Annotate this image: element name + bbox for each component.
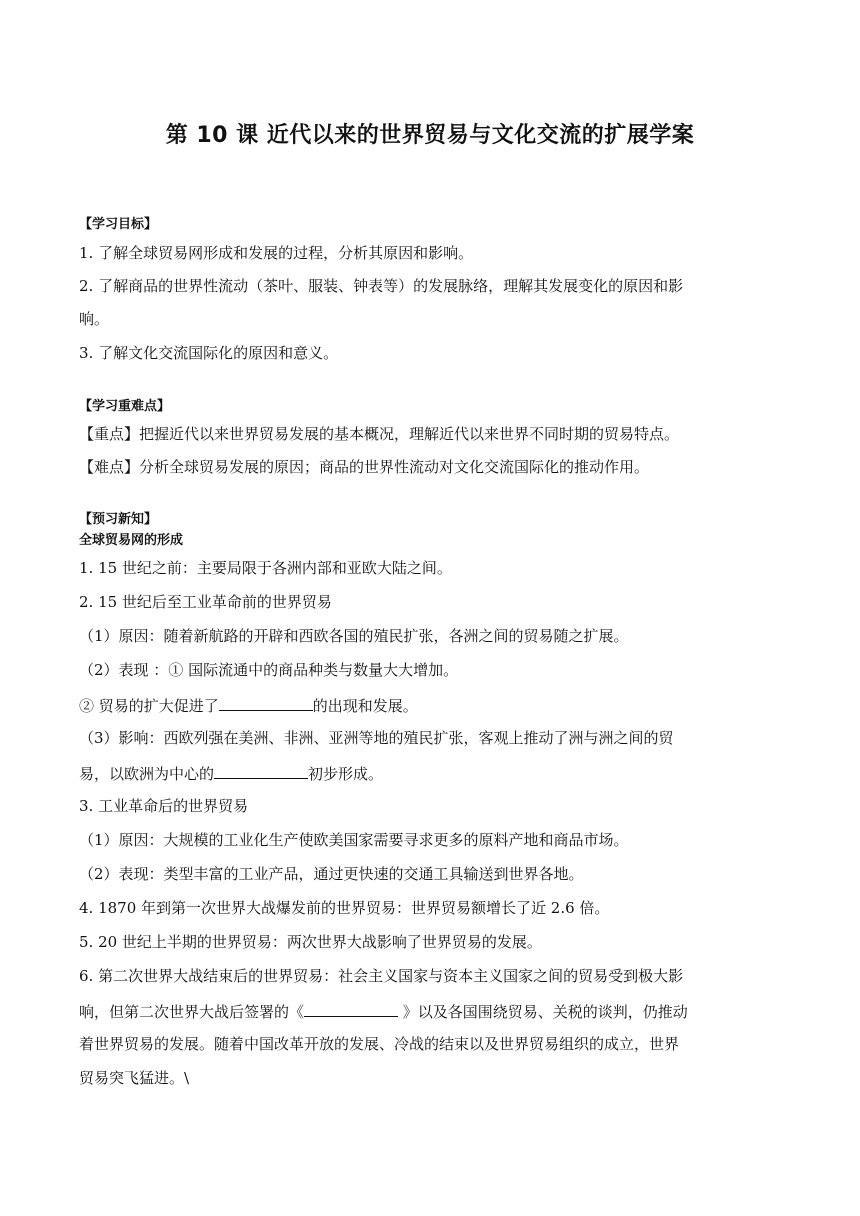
fill-in-blank[interactable]: [219, 694, 313, 711]
preview-subheading: 全球贸易网的形成: [79, 533, 184, 548]
key-point-item: 【难点】分析全球贸易发展的原因；商品的世界性流动对文化交流国际化的推动作用。: [79, 458, 650, 476]
preview-line: 6. 第二次世界大战结束后的世界贸易：社会主义国家与资本主义国家之间的贸易受到极大影: [79, 967, 684, 985]
key-point-item: 【重点】把握近代以来世界贸易发展的基本概况，理解近代以来世界不同时期的贸易特点。: [79, 425, 680, 443]
preview-line: （1）原因：随着新航路的开辟和西欧各国的殖民扩张，各洲之间的贸易随之扩展。: [79, 627, 629, 645]
preview-line: 1. 15 世纪之前：主要局限于各洲内部和亚欧大陆之间。: [79, 559, 452, 577]
line-text: 响，但第二次世界大战后签署的《: [79, 1003, 305, 1021]
line-text: 》以及各国围绕贸易、关税的谈判，仍推动: [398, 1003, 688, 1021]
preview-line: [79, 694, 779, 716]
fill-in-blank[interactable]: [304, 1000, 398, 1017]
preview-line: 贸易突飞猛进。\: [79, 1069, 190, 1087]
goal-item: 1. 了解全球贸易网形成和发展的过程，分析其原因和影响。: [79, 244, 474, 262]
page-title: 第 10 课 近代以来的世界贸易与文化交流的扩展学案: [165, 123, 695, 148]
preview-line: 着世界贸易的发展。随着中国改革开放的发展、冷战的结束以及世界贸易组织的成立，世界: [79, 1035, 680, 1053]
fill-in-blank[interactable]: [214, 762, 308, 779]
preview-line: [79, 762, 779, 784]
line-text: 的出现和发展。: [312, 697, 418, 715]
line-text: ② 贸易的扩大促进了: [79, 697, 219, 715]
preview-line: （2）表现：类型丰富的工业产品，通过更快速的交通工具输送到世界各地。: [79, 865, 584, 883]
preview-line: 5. 20 世纪上半期的世界贸易：两次世界大战影响了世界贸易的发展。: [79, 933, 542, 951]
goal-item: 2. 了解商品的世界性流动（茶叶、服装、钟表等）的发展脉络，理解其发展变化的原因和影: [79, 277, 684, 295]
preview-line: 2. 15 世纪后至工业革命前的世界贸易: [79, 593, 332, 611]
preview-heading: 【预习新知】: [79, 512, 158, 527]
preview-line: 3. 工业革命后的世界贸易: [79, 797, 249, 815]
preview-line: （2）表现 ：① 国际流通中的商品种类与数量大大增加。: [79, 661, 459, 679]
goal-item: 响。: [79, 310, 110, 328]
preview-line: 4. 1870 年到第一次世界大战爆发前的世界贸易：世界贸易额增长了近 2.6 倍。: [79, 899, 610, 917]
preview-line: （1）原因：大规模的工业化生产使欧美国家需要寻求更多的原料产地和商品市场。: [79, 831, 629, 849]
key-points-heading: 【学习重难点】: [79, 399, 171, 414]
goal-item: 3. 了解文化交流国际化的原因和意义。: [79, 344, 339, 362]
line-text: 易，以欧洲为中心的: [79, 765, 215, 783]
preview-line: [79, 1000, 779, 1022]
line-text: 初步形成。: [308, 765, 384, 783]
preview-line: （3）影响：西欧列强在美洲、非洲、亚洲等地的殖民扩张，客观上推动了洲与洲之间的贸: [79, 729, 674, 747]
goals-heading: 【学习目标】: [79, 217, 158, 232]
